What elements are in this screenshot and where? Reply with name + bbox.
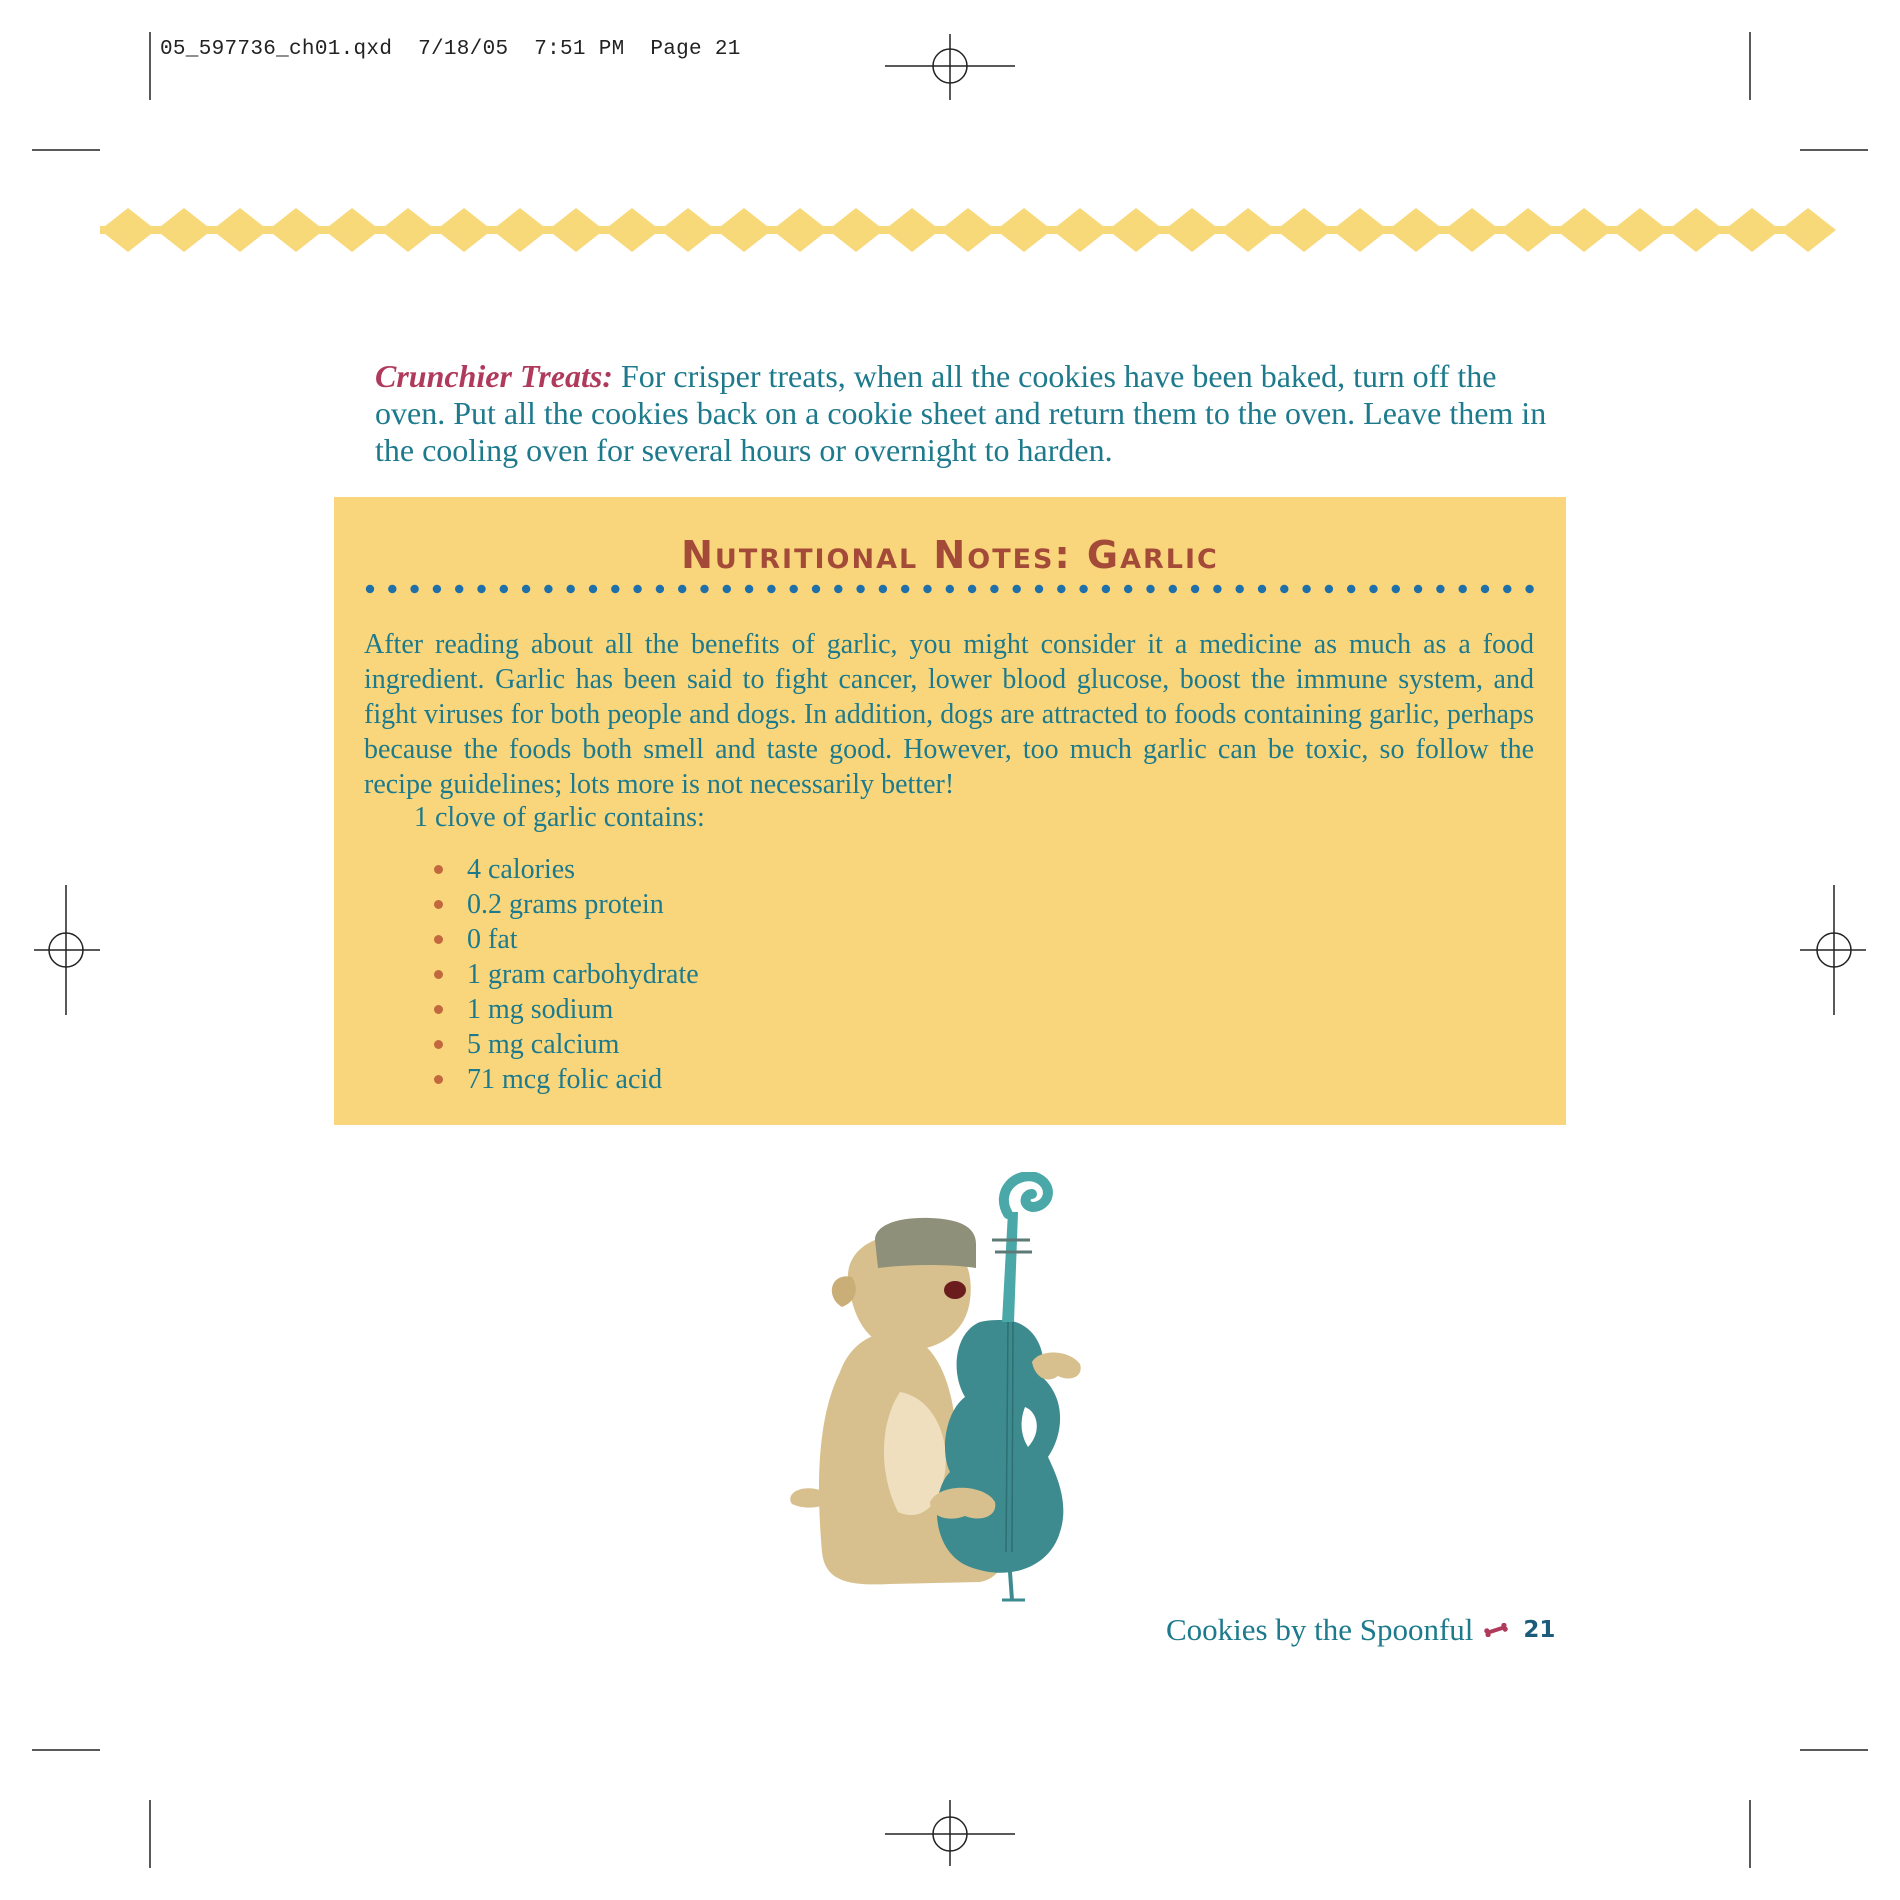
rule-dot [1035,585,1043,593]
rule-dot [1414,585,1422,593]
rule-dot [1236,585,1244,593]
diamond-shape [492,208,548,252]
diamond-shape [1612,208,1668,252]
registration-mark-right [1800,885,1866,1015]
rule-dot [410,585,418,593]
slug-date: 7/18/05 [418,38,509,61]
rule-dot [790,585,798,593]
rule-dot [1102,585,1110,593]
rule-dot [923,585,931,593]
rule-dot [1392,585,1400,593]
rule-dot [1436,585,1444,593]
diamond-shape [1500,208,1556,252]
rule-dot [656,585,664,593]
diamond-shape [1108,208,1164,252]
diamond-shape [212,208,268,252]
rule-dot [723,585,731,593]
book-title: Cookies by the Spoonful [1166,1612,1474,1647]
diamond-shape [1164,208,1220,252]
slug-time: 7:51 PM [534,38,625,61]
page-footer [1166,1612,1555,1648]
rule-dot [1213,585,1221,593]
page-number: 21 [1523,1617,1556,1643]
list-item: 71 mcg folic acid [434,1062,699,1097]
rule-dot [1325,585,1333,593]
rule-dot [1191,585,1199,593]
diamond-shape [1444,208,1500,252]
registration-mark-top [885,34,1015,100]
intro-lead: Crunchier Treats: [375,358,613,394]
rule-dot [1169,585,1177,593]
list-item: 1 mg sodium [434,992,699,1027]
list-item: 5 mg calcium [434,1027,699,1062]
diamond-shape [884,208,940,252]
rule-dot [366,585,374,593]
rule-dot [968,585,976,593]
diamond-shape [828,208,884,252]
rule-dot [1057,585,1065,593]
diamond-shape [660,208,716,252]
rule-dot [477,585,485,593]
rule-dot [1369,585,1377,593]
rule-dot [834,585,842,593]
list-intro: 1 clove of garlic contains: [414,802,705,833]
diamond-shape [156,208,212,252]
rule-dot [812,585,820,593]
rule-dot [678,585,686,593]
diamond-shape [380,208,436,252]
rule-dot [1503,585,1511,593]
diamond-shape [1780,208,1836,252]
bone-icon [1483,1623,1509,1637]
sidebar-body: After reading about all the benefits of garlic, you might consider it a medicine as much as a food ingredient. Garlic has been said to fight cancer, lower blood glucose, boost the immune system, and fight viruses for both people and dogs. In addition, dogs are attracted to foods containing garlic, perhaps because the foods both smell and taste good. However, too much garlic can be toxic, so follow the recipe guidelines; lots more is not necessarily better! [364,629,1534,800]
diamond-shape [940,208,996,252]
rule-dot [1258,585,1266,593]
rule-dot [589,585,597,593]
diamond-shape [604,208,660,252]
rule-dot [567,585,575,593]
slug-page: Page 21 [650,38,741,61]
rule-dot [1280,585,1288,593]
diamond-shape [1668,208,1724,252]
diamond-shape [1332,208,1388,252]
diamond-shape [436,208,492,252]
rule-dot [1347,585,1355,593]
rule-dot [1459,585,1467,593]
diamond-shape [1556,208,1612,252]
registration-mark-bottom [885,1800,1015,1866]
list-item: 1 gram carbohydrate [434,957,699,992]
rule-dot [544,585,552,593]
crunchier-treats-paragraph [375,358,1565,469]
diamond-border [0,205,1900,255]
rule-dot [388,585,396,593]
diamond-shape [772,208,828,252]
nutrition-list [434,852,699,1097]
sidebar-title: Nutritional Notes: Garlic [681,533,1219,577]
diamond-shape [1276,208,1332,252]
rule-dot [1481,585,1489,593]
slug-file: 05_597736_ch01.qxd [160,38,393,61]
diamond-shape [1724,208,1780,252]
rule-dot [1525,585,1533,593]
list-item: 0.2 grams protein [434,887,699,922]
diamond-shape [1220,208,1276,252]
rule-dot [901,585,909,593]
rule-dot [990,585,998,593]
list-item: 4 calories [434,852,699,887]
rule-dot [611,585,619,593]
rule-dot [522,585,530,593]
rule-dot [633,585,641,593]
intro-text: For crisper treats, when all the cookies have been baked, turn off the oven. Put all the cookies back on a cookie sheet and return them to the oven. Leave them in the cooling oven for several hours or overnight to harden. [375,358,1547,468]
rule-dot [500,585,508,593]
rule-dot [1079,585,1087,593]
rule-dot [1302,585,1310,593]
rule-dot [1146,585,1154,593]
rule-dot [767,585,775,593]
rule-dot [1013,585,1021,593]
rule-dot [745,585,753,593]
rule-dot [700,585,708,593]
diamond-shape [1388,208,1444,252]
diamond-shape [996,208,1052,252]
diamond-shape [100,208,156,252]
diamond-shape [324,208,380,252]
list-item: 0 fat [434,922,699,957]
rule-dot [879,585,887,593]
diamond-shape [1052,208,1108,252]
dotted-rule [364,583,1536,595]
nutritional-notes-box [334,497,1566,1125]
diamond-shape [548,208,604,252]
rule-dot [1124,585,1132,593]
rule-dot [856,585,864,593]
diamond-shape [716,208,772,252]
rule-dot [455,585,463,593]
dog-playing-cello-illustration [780,1172,1100,1602]
registration-mark-left [34,885,100,1015]
rule-dot [433,585,441,593]
diamond-shape [268,208,324,252]
rule-dot [946,585,954,593]
